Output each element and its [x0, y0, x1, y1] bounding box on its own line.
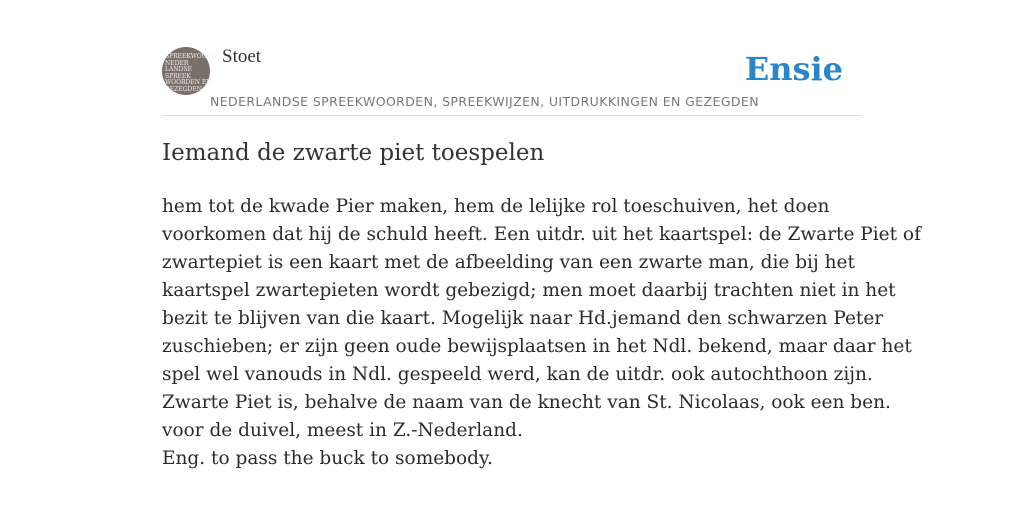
avatar-text-line: SPREEK [165, 72, 191, 80]
definition-line: zuschieben; er zijn geen oude bewijsplaatsen in het Ndl. bekend, maar daar het [162, 336, 912, 357]
avatar-text-line: GEZEGDEN [165, 85, 202, 93]
avatar-text-line: NEDER [165, 59, 189, 67]
avatar-text-line: WOORDEN EN [165, 79, 212, 86]
definition-line: kaartspel zwartepieten wordt gebezigd; men moet daarbij trachten niet in het [162, 280, 896, 301]
ensie-logo[interactable]: Ensie [744, 50, 843, 88]
source-avatar[interactable] [162, 47, 217, 95]
definition-line: hem tot de kwade Pier maken, hem de lelijke rol toeschuiven, het doen [162, 196, 830, 217]
header-divider [162, 115, 862, 116]
definition-line: spel wel vanouds in Ndl. gespeeld werd, kan de uitdr. ook autochthoon zijn. [162, 364, 873, 385]
avatar-text-line: LANDSE [165, 66, 192, 73]
definition-line: bezit te blijven van die kaart. Mogelijk naar Hd.jemand den schwarzen Peter [162, 308, 884, 329]
entry-title: Iemand de zwarte piet toespelen [162, 140, 545, 166]
avatar-text-line: SPREEKWOORD [165, 53, 217, 60]
source-name-link[interactable]: Stoet [222, 46, 262, 67]
definition-line: zwartepiet is een kaart met de afbeelding van een zwarte man, die bij het [162, 252, 855, 273]
entry-definition [162, 193, 921, 473]
source-subtitle: NEDERLANDSE SPREEKWOORDEN, SPREEKWIJZEN, UITDRUKKINGEN EN GEZEGDEN [210, 94, 759, 109]
definition-line: Eng. to pass the buck to somebody. [162, 448, 493, 469]
definition-line: voorkomen dat hij de schuld heeft. Een uitdr. uit het kaartspel: de Zwarte Piet of [162, 224, 921, 245]
definition-line: Zwarte Piet is, behalve de naam van de knecht van St. Nicolaas, ook een ben. [162, 392, 891, 413]
definition-line: voor de duivel, meest in Z.-Nederland. [162, 420, 523, 441]
